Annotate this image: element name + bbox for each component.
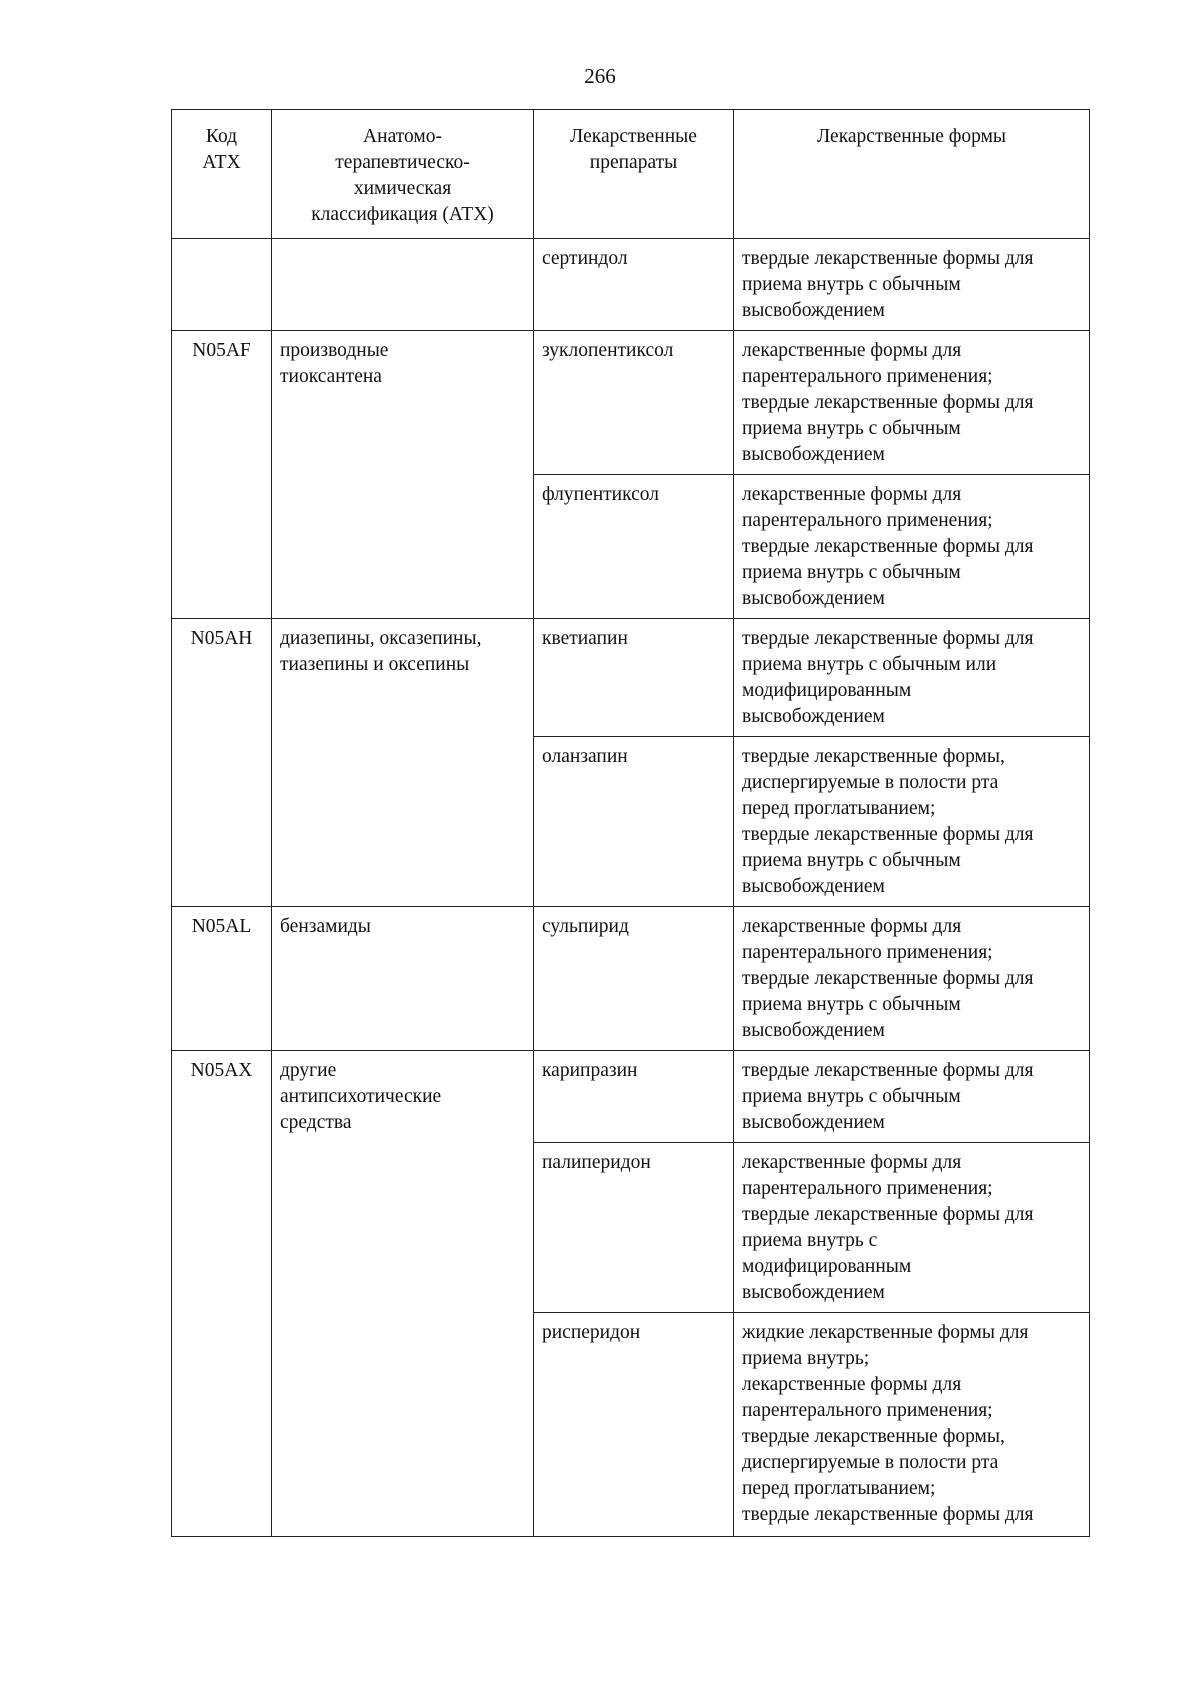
table-row — [172, 239, 1090, 331]
table-row — [172, 1051, 1090, 1143]
table-row — [172, 619, 1090, 737]
table-header — [172, 110, 1090, 239]
header-row — [172, 110, 1090, 239]
drug-name-cell: кветиапин — [534, 619, 734, 737]
dosage-forms-cell: лекарственные формы для парентерального применения; твердые лекарственные формы для приема внутрь с модифицированным высвобождением — [734, 1143, 1090, 1313]
page-number: 266 — [584, 64, 616, 88]
table-row — [172, 331, 1090, 475]
header-classification: Анатомо- терапевтическо- химическая классификация (АТХ) — [272, 110, 534, 239]
header-drugs: Лекарственные препараты — [534, 110, 734, 239]
drug-name-cell: палиперидон — [534, 1143, 734, 1313]
dosage-forms-cell: лекарственные формы для парентерального применения; твердые лекарственные формы для приема внутрь с обычным высвобождением — [734, 907, 1090, 1051]
table-body — [172, 239, 1090, 1537]
atc-code-cell: N05AH — [172, 619, 272, 907]
drug-name-cell: карипразин — [534, 1051, 734, 1143]
dosage-forms-cell: твердые лекарственные формы для приема внутрь с обычным высвобождением — [734, 1051, 1090, 1143]
header-code: Код АТХ — [172, 110, 272, 239]
atc-class-cell: другие антипсихотические средства — [272, 1051, 534, 1537]
drug-name-cell: оланзапин — [534, 737, 734, 907]
header-forms: Лекарственные формы — [734, 110, 1090, 239]
drug-name-cell: рисперидон — [534, 1313, 734, 1537]
dosage-forms-cell: твердые лекарственные формы для приема внутрь с обычным высвобождением — [734, 239, 1090, 331]
dosage-forms-cell: твердые лекарственные формы для приема внутрь с обычным или модифицированным высвобождением — [734, 619, 1090, 737]
dosage-forms-cell: лекарственные формы для парентерального применения; твердые лекарственные формы для приема внутрь с обычным высвобождением — [734, 475, 1090, 619]
drug-name-cell: сульпирид — [534, 907, 734, 1051]
drug-name-cell: сертиндол — [534, 239, 734, 331]
atc-table — [171, 109, 1090, 1537]
atc-code-cell: N05AF — [172, 331, 272, 619]
atc-code-cell — [172, 239, 272, 331]
atc-class-cell — [272, 239, 534, 331]
dosage-forms-cell: жидкие лекарственные формы для приема внутрь; лекарственные формы для парентерального применения; твердые лекарственные формы, диспергируемые в полости рта перед проглатыванием; твердые лекарственные формы для — [734, 1313, 1090, 1537]
dosage-forms-cell: лекарственные формы для парентерального применения; твердые лекарственные формы для приема внутрь с обычным высвобождением — [734, 331, 1090, 475]
drug-name-cell: флупентиксол — [534, 475, 734, 619]
atc-class-cell: бензамиды — [272, 907, 534, 1051]
atc-class-cell: производные тиоксантена — [272, 331, 534, 619]
drug-name-cell: зуклопентиксол — [534, 331, 734, 475]
atc-class-cell: диазепины, оксазепины, тиазепины и оксепины — [272, 619, 534, 907]
atc-code-cell: N05AL — [172, 907, 272, 1051]
table-row — [172, 907, 1090, 1051]
atc-code-cell: N05AX — [172, 1051, 272, 1537]
dosage-forms-cell: твердые лекарственные формы, диспергируемые в полости рта перед проглатыванием; твердые лекарственные формы для приема внутрь с обычным высвобождением — [734, 737, 1090, 907]
